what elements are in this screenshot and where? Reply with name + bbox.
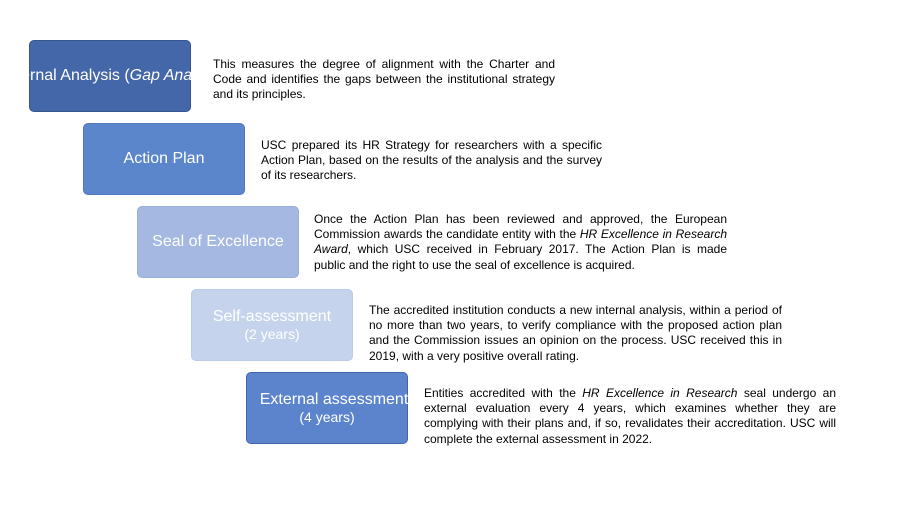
step-box-internal-analysis: [3, 40, 229, 112]
description-text: seal undergo an external evaluation every 4 years, which examines whether they are complying with their plans and, if so, revalidates their accreditation. USC will complete the external assessment in 2022.: [424, 386, 837, 446]
step-description-seal-of-excellence: [314, 212, 727, 273]
description-emphasis: HR Excellence in Research Award: [314, 227, 727, 257]
step-description-self-assessment: [369, 303, 782, 364]
step-description-action-plan: [261, 138, 602, 184]
description-text: The accredited institution conducts a new internal analysis, within a period of no more than two years, to verify compliance with the proposed action plan and the Commission issues an opinion on the process. USC received this in 2019, with a very positive overall rating.: [369, 303, 782, 363]
step-title-external-assessment: External assessment: [259, 390, 409, 408]
step-box-self-assessment: [191, 289, 353, 361]
step-box-seal-of-excellence: [137, 206, 299, 278]
step-title-action-plan: Action Plan: [123, 150, 205, 167]
step-box-action-plan: [83, 123, 245, 195]
step-box-external-assessment: [246, 372, 408, 444]
description-text: , which USC received in February 2017. The Action Plan is made public and the right to use the seal of excellence is acquired.: [314, 242, 727, 272]
step-title-self-assessment: Self-assessment: [212, 307, 332, 325]
step-duration-self-assessment: (2 years): [244, 325, 300, 342]
description-text: USC prepared its HR Strategy for researchers with a specific Action Plan, based on the results of the analysis and the survey of its researchers.: [261, 138, 602, 183]
description-emphasis: HR Excellence in Research: [582, 386, 738, 400]
description-text: This measures the degree of alignment with the Charter and Code and identifies the gaps between the institutional strategy and its principles.: [213, 57, 555, 102]
step-title-italic: Gap Analysis): [129, 67, 229, 84]
step-title-internal-analysis: [3, 67, 228, 85]
step-description-internal-analysis: [213, 57, 555, 103]
step-title-text: Internal Analysis (: [3, 67, 130, 84]
step-title-seal-of-excellence: Seal of Excellence: [152, 233, 284, 250]
step-description-external-assessment: [424, 386, 836, 447]
description-text: Once the Action Plan has been reviewed and approved, the European Commission awards the candidate entity with the: [314, 212, 727, 242]
description-text: Entities accredited with the: [424, 386, 583, 400]
step-duration-external-assessment: (4 years): [299, 408, 355, 425]
